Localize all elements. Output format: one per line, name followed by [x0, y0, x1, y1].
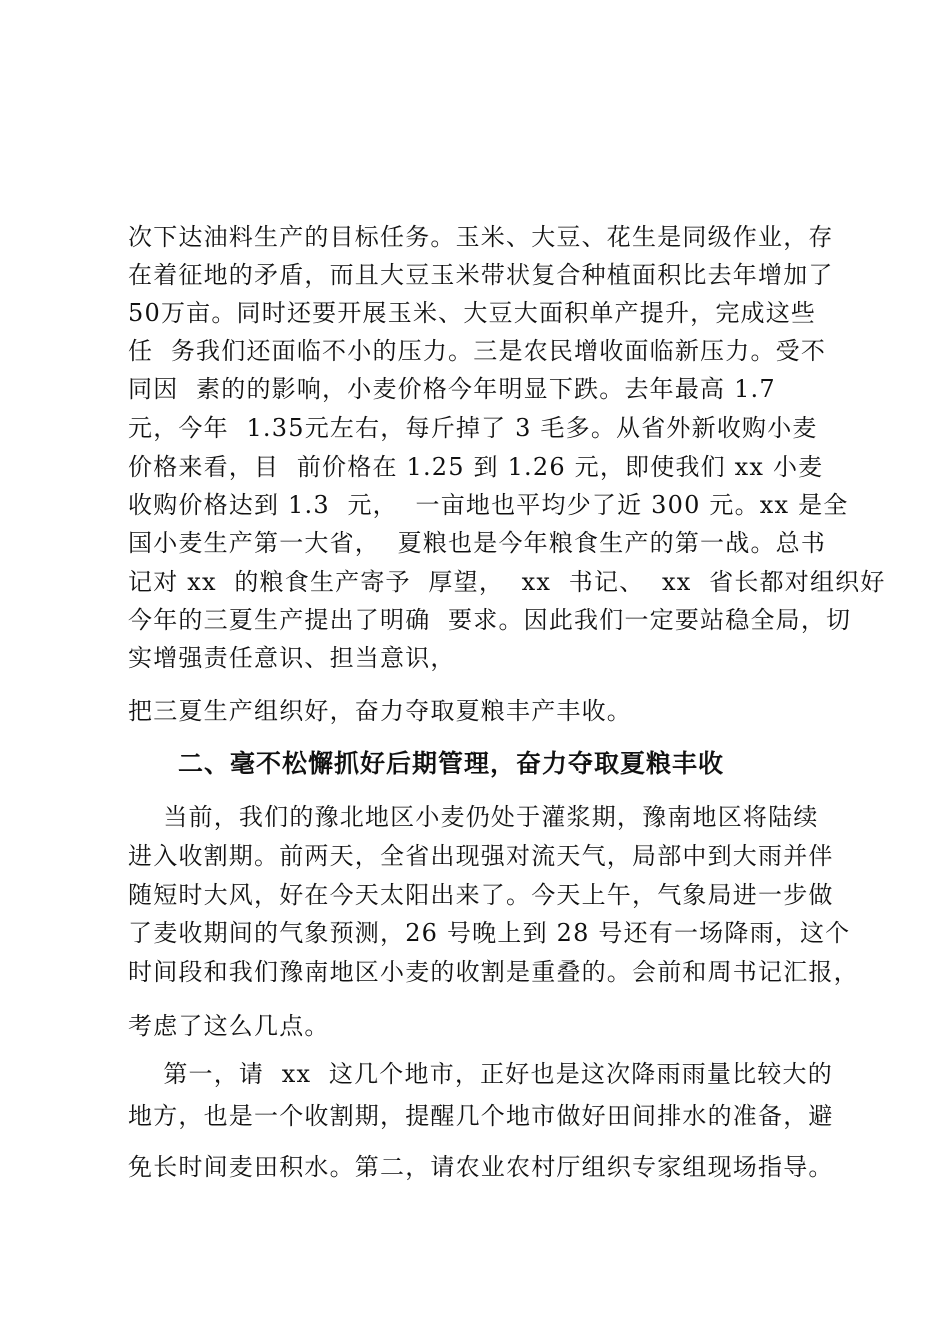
body-text-line: 考虑了这么几点。 [128, 1012, 330, 1040]
body-text-line: 今年的三夏生产提出了明确 要求。因此我们一定要站稳全局，切 [128, 606, 852, 634]
body-text-line: 任 务我们还面临不小的压力。三是农民增收面临新压力。受不 [128, 337, 827, 365]
body-text-line: 免长时间麦田积水。第二，请农业农村厅组织专家组现场指导。 [128, 1153, 834, 1181]
section-heading: 二、毫不松懈抓好后期管理，奋力夺取夏粮丰收 [178, 749, 725, 778]
body-text-line: 记对 xx 的粮食生产寄予 厚望， xx 书记、 xx 省长都对组织好 [128, 568, 886, 596]
body-text-line: 把三夏生产组织好，奋力夺取夏粮丰产丰收。 [128, 697, 632, 725]
body-text-line: 当前，我们的豫北地区小麦仍处于灌浆期，豫南地区将陆续 [128, 803, 819, 831]
body-text-line: 第一，请 xx 这几个地市，正好也是这次降雨雨量比较大的 [128, 1060, 833, 1088]
body-text-line: 时间段和我们豫南地区小麦的收割是重叠的。会前和周书记汇报， [128, 958, 859, 986]
body-text-line: 同因 素的的影响，小麦价格今年明显下跌。去年最高 1.7 [128, 375, 776, 403]
body-text-line: 元，今年 1.35元左右，每斤掉了 3 毛多。从省外新收购小麦 [128, 414, 818, 442]
body-text-line: 次下达油料生产的目标任务。玉米、大豆、花生是同级作业，存 [128, 223, 834, 251]
body-text-line: 国小麦生产第一大省， 夏粮也是今年粮食生产的第一战。总书 [128, 529, 827, 557]
body-text-line: 随短时大风，好在今天太阳出来了。今天上午，气象局进一步做 [128, 881, 834, 909]
body-text-line: 收购价格达到 1.3 元， 一亩地也平均少了近 300 元。xx 是全 [128, 491, 849, 519]
body-text-line: 在着征地的矛盾，而且大豆玉米带状复合种植面积比去年增加了 [128, 261, 834, 289]
body-text-line: 地方，也是一个收割期，提醒几个地市做好田间排水的准备，避 [128, 1102, 834, 1130]
body-text-line: 50万亩。同时还要开展玉米、大豆大面积单产提升，完成这些 [128, 299, 817, 327]
body-text-line: 实增强责任意识、担当意识， [128, 644, 456, 672]
body-text-line: 了麦收期间的气象预测，26 号晚上到 28 号还有一场降雨，这个 [128, 919, 851, 947]
body-text-line: 进入收割期。前两天，全省出现强对流天气，局部中到大雨并伴 [128, 842, 834, 870]
body-text-line: 价格来看，目 前价格在 1.25 到 1.26 元，即使我们 xx 小麦 [128, 453, 824, 481]
